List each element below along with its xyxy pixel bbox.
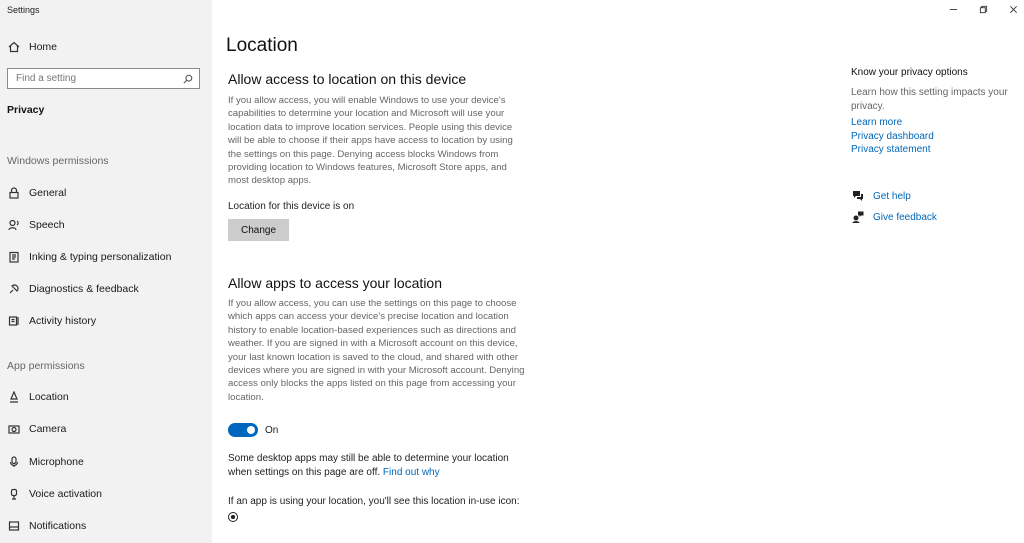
sidebar-item-speech[interactable] xyxy=(0,213,212,237)
location-icon xyxy=(7,390,21,404)
activity-history-icon xyxy=(7,314,21,328)
sidebar-item-voice-activation[interactable] xyxy=(0,482,212,506)
sidebar-item-general[interactable] xyxy=(0,181,212,205)
privacy-statement-link[interactable]: Privacy statement xyxy=(851,144,931,155)
desktop-apps-note xyxy=(228,452,528,479)
sidebar-item-label: Microphone xyxy=(29,456,84,468)
device-access-heading: Allow access to location on this device xyxy=(228,71,467,87)
privacy-options-description: Learn how this setting impacts your privacy. xyxy=(851,87,1008,112)
apps-access-description: If you allow access, you can use the settings on this page to choose which apps can access your device's precise location and location history to enable location-based experiences such as directions and weather. If you are signed in with a Microsoft account on this device, your last known location is saved to the cloud, and shared with other devices where you are signed in with your Microsoft account. Denying access only blocks the apps listed on this page from accessing your location. xyxy=(228,298,525,403)
privacy-dashboard-link[interactable]: Privacy dashboard xyxy=(851,131,934,142)
get-help-link[interactable] xyxy=(851,189,911,203)
device-access-description: If you allow access, you will enable Windows to use your device's capabilities to determine your location and Microsoft will use your location data to improve location services. People using this device will be able to choose if their apps have access to location by using the settings on this page. Denying access blocks Windows from providing location to Windows features, Microsoft Store apps, and most desktop apps. xyxy=(228,95,513,187)
current-section-title: Privacy xyxy=(7,104,45,116)
sidebar-item-label: Inking & typing personalization xyxy=(29,251,172,263)
sidebar-item-label: Camera xyxy=(29,423,67,435)
sidebar-item-notifications[interactable] xyxy=(0,514,212,538)
sidebar-item-location[interactable] xyxy=(0,385,212,409)
sidebar-item-label: Diagnostics & feedback xyxy=(29,283,139,295)
change-button[interactable]: Change xyxy=(228,219,289,241)
location-inuse-icon xyxy=(228,512,238,522)
sidebar-item-label: General xyxy=(29,187,67,199)
sidebar-item-label: Activity history xyxy=(29,315,97,327)
close-icon xyxy=(1009,5,1018,14)
sidebar-item-label: Location xyxy=(29,391,69,403)
give-feedback-icon xyxy=(851,210,865,224)
page-title: Location xyxy=(226,35,298,56)
home-icon xyxy=(7,40,21,54)
location-inuse-text: If an app is using your location, you'll see this location in-use icon: xyxy=(228,496,520,507)
windows-permissions-heading: Windows permissions xyxy=(7,155,109,167)
app-title: Settings xyxy=(7,5,40,15)
sidebar-item-camera[interactable] xyxy=(0,417,212,441)
device-location-status: Location for this device is on xyxy=(228,201,355,212)
voice-activation-icon xyxy=(7,487,21,501)
get-help-label: Get help xyxy=(873,190,911,202)
lock-icon xyxy=(7,186,21,200)
search-box[interactable] xyxy=(7,68,200,89)
get-help-icon xyxy=(851,189,865,203)
apps-access-heading: Allow apps to access your location xyxy=(228,275,442,291)
privacy-options-title: Know your privacy options xyxy=(851,67,968,78)
minimize-button[interactable] xyxy=(938,0,968,18)
microphone-icon xyxy=(7,455,21,469)
toggle-state-label: On xyxy=(265,425,279,436)
sidebar xyxy=(0,0,212,543)
speech-icon xyxy=(7,218,21,232)
sidebar-item-diagnostics[interactable] xyxy=(0,277,212,301)
find-out-why-link[interactable]: Find out why xyxy=(382,466,440,478)
restore-button[interactable] xyxy=(968,0,998,18)
app-permissions-heading: App permissions xyxy=(7,360,85,372)
desktop-apps-note-text: Some desktop apps may still be able to determine your location when settings on this page are off. xyxy=(228,453,509,478)
search-input[interactable] xyxy=(8,73,180,84)
notifications-icon xyxy=(7,519,21,533)
sidebar-item-inking[interactable] xyxy=(0,245,212,269)
give-feedback-label: Give feedback xyxy=(873,211,937,223)
sidebar-item-label: Notifications xyxy=(29,520,87,532)
sidebar-item-activity-history[interactable] xyxy=(0,309,212,333)
sidebar-item-microphone[interactable] xyxy=(0,450,212,474)
sidebar-item-label: Home xyxy=(29,41,58,53)
minimize-icon xyxy=(949,5,958,14)
location-toggle[interactable] xyxy=(228,423,258,437)
camera-icon xyxy=(7,422,21,436)
sidebar-item-home[interactable] xyxy=(0,35,212,59)
give-feedback-link[interactable] xyxy=(851,210,937,224)
close-button[interactable] xyxy=(998,0,1024,18)
search-icon[interactable] xyxy=(180,74,196,84)
restore-icon xyxy=(979,5,988,14)
sidebar-item-label: Speech xyxy=(29,219,65,231)
toggle-knob xyxy=(247,426,255,434)
inking-icon xyxy=(7,250,21,264)
sidebar-item-label: Voice activation xyxy=(29,488,102,500)
diagnostics-icon xyxy=(7,282,21,296)
learn-more-link[interactable]: Learn more xyxy=(851,117,903,128)
